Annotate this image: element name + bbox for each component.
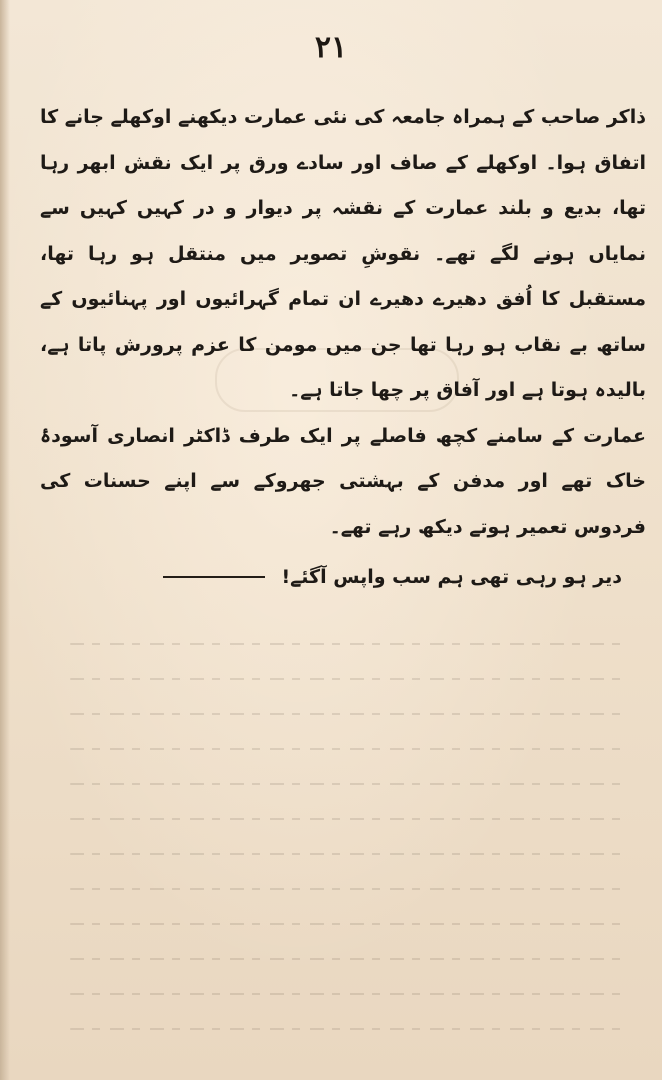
page-gutter-shadow [0,0,10,1080]
reverse-side-bleed-through [70,610,630,1070]
paragraph-2: عمارت کے سامنے کچھ فاصلے پر ایک طرف ڈاکٹر انصاری آسودۂ خاک تھے اور مدفن کے بہشتی جھروکے سے اپنے حسنات کی فردوس تعمیر ہوتے دیکھ رہے تھے۔ [40,424,646,538]
closing-line: دیر ہو رہی تھی ہم سب واپس آگئے! [281,566,622,588]
body-text [40,95,646,550]
paragraph-1: ذاکر صاحب کے ہمراہ جامعہ کی نئی عمارت دیکھنے اوکھلے جانے کا اتفاق ہوا۔ اوکھلے کے صاف اور سادے ورق پر ایک نقش ابھر رہا تھا، بدیع و بلند عمارت کے نقشہ پر دیوار و در کہیں کہیں سے نمایاں ہونے لگے تھے۔ نقوشِ تصویر میں منتقل ہو رہا تھا، مستقبل کا اُفق دھیرے دھیرے ان تمام گہرائیوں اور پہنائیوں کے ساتھ بے نقاب ہو رہا تھا جن میں مومن کا عزم پرورش پاتا ہے، بالیدہ ہوتا ہے اور آفاق پر چھا جاتا ہے۔ [40,106,646,401]
em-dash-rule [163,576,265,578]
closing-row [40,566,646,588]
page-number: ۲۱ [314,30,348,65]
